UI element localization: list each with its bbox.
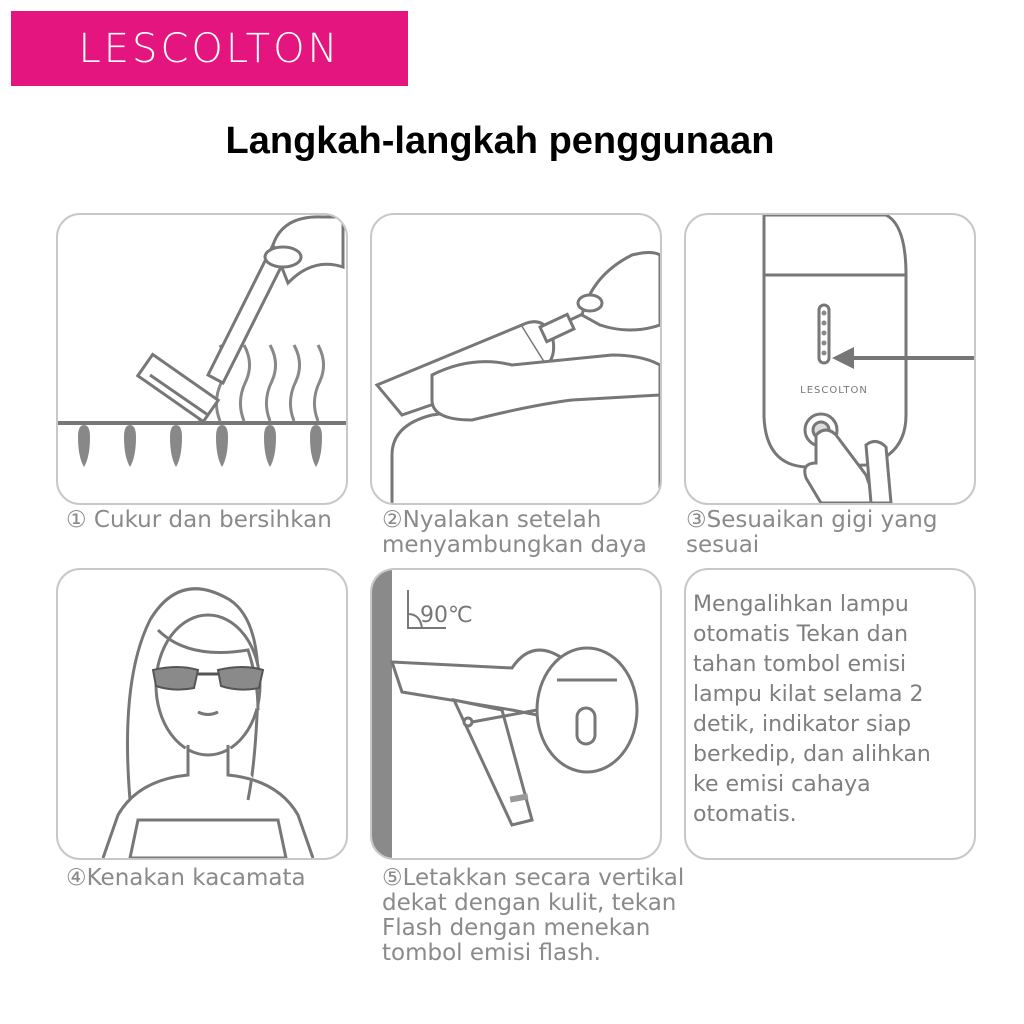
step-2-illustration (370, 213, 662, 505)
step-5-illustration (370, 568, 662, 860)
step-3-caption: ③Sesuaikan gigi yang sesuai (686, 507, 938, 558)
page-title: Langkah-langkah penggunaan (225, 120, 775, 162)
brand-logo-text: LESCOLTON (78, 25, 341, 72)
step-1-caption: ① Cukur dan bersihkan (66, 507, 332, 533)
step-1-illustration (56, 213, 348, 505)
step-4-illustration (56, 568, 348, 860)
woman-with-goggles-icon (58, 570, 346, 858)
brand-logo (11, 11, 408, 86)
shaving-razor-icon (58, 215, 346, 503)
angle-label: 90℃ (420, 603, 473, 628)
plug-in-device-icon (372, 215, 660, 503)
device-brand-label: LESCOLTON (800, 385, 868, 396)
step-2-caption: ②Nyalakan setelah menyambungkan daya (382, 507, 647, 558)
step-5-caption: ⑤Letakkan secara vertikal dekat dengan kulit, tekan Flash dengan menekan tombol emisi flash. (382, 865, 685, 966)
auto-mode-note: Mengalihkan lampu otomatis Tekan dan tahan tombol emisi lampu kilat selama 2 detik, indikator siap berkedip, dan alihkan ke emisi cahaya otomatis. (693, 592, 931, 827)
step-3-illustration (684, 213, 976, 505)
step-4-caption: ④Kenakan kacamata (66, 865, 306, 891)
device-level-indicator-icon (686, 215, 974, 503)
device-angle-icon (372, 570, 660, 858)
